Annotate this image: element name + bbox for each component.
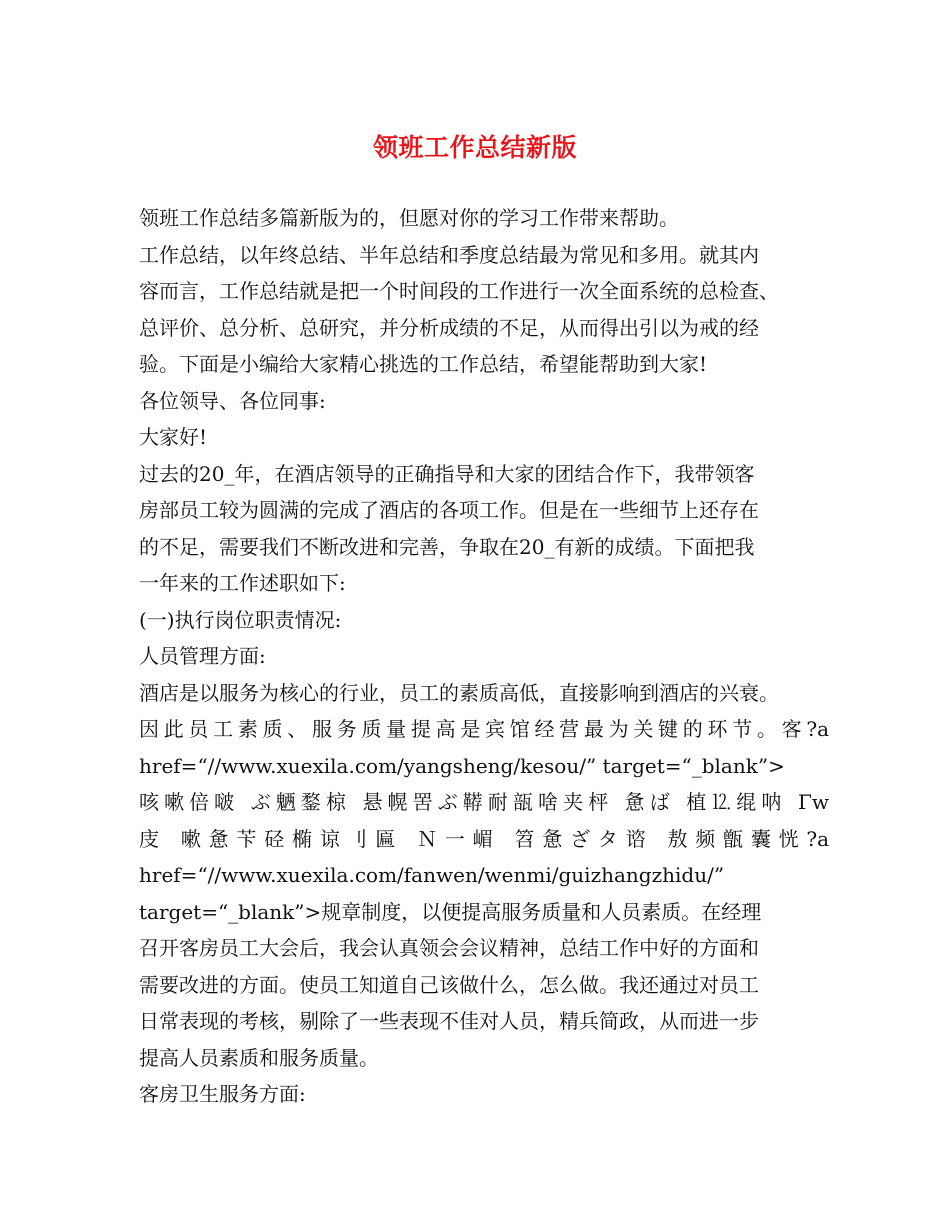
paragraph-line: 大家好! [139,425,208,449]
paragraph-line: 召开客房员工大会后，我会认真领会会议精神，总结工作中好的方面和 [139,936,759,960]
paragraph-line: 容而言，工作总结就是把一个时间段的工作进行一次全面系统的总检查、 [139,279,779,303]
paragraph-line: 验。下面是小编给大家精心挑选的工作总结，希望能帮助到大家! [139,352,708,376]
paragraph-line: 酒店是以服务为核心的行业，员工的素质高低，直接影响到酒店的兴衰。 [139,680,779,705]
paragraph-line: (一)执行岗位职责情况: [139,607,342,632]
paragraph-line: href=“//www.xuexila.com/fanwen/wenmi/guizhangzhidu/” [139,863,725,887]
paragraph-line: 需要改进的方面。使员工知道自己该做什么，怎么做。我还通过对员工 [139,972,759,997]
document-title: 领班工作总结新版 [372,133,577,162]
paragraph-line: 总评价、总分析、总研究，并分析成绩的不足，从而得出引以为戒的经 [139,315,759,340]
paragraph-line: 日常表现的考核，剔除了一些表现不佳对人员，精兵简政，从而进一步 [139,1009,759,1033]
paragraph-line: 提高人员素质和服务质量。 [139,1045,379,1070]
paragraph-line: 房部员工较为圆满的完成了酒店的各项工作。但是在一些细节上还存在 [139,498,759,522]
paragraph-line: 庋 嗽惫苄硁椭谅刂匾 Ｎ一嵋 笤惫ざタ谘 敖频甑囊恍?a [139,826,829,851]
paragraph-line: 人员管理方面: [139,644,266,668]
paragraph-line: 一年来的工作述职如下: [139,571,346,595]
paragraph-line: 的不足，需要我们不断改进和完善，争取在20_有新的成绩。下面把我 [139,534,755,559]
paragraph-line: href=“//www.xuexila.com/yangsheng/kesou/” target=“_blank”> [139,753,785,778]
paragraph-line: 因此员工素质、服务质量提高是宾馆经营最为关键的环节。客?a [139,717,829,741]
paragraph-line: 过去的20_年，在酒店领导的正确指导和大家的团结合作下，我带领客 [139,461,755,486]
paragraph-line: target=“_blank”>规章制度，以便提高服务质量和人员素质。在经理 [139,899,762,924]
paragraph-line: 工作总结，以年终总结、半年总结和季度总结最为常见和多用。就其内 [139,242,759,267]
paragraph-line: 各位领导、各位同事: [139,388,326,413]
paragraph-line: 领班工作总结多篇新版为的，但愿对你的学习工作带来帮助。 [139,206,679,230]
paragraph-line: 咳嗽倍啵 ぶ魉鍪椋 悬幌罟ぶ鞯耐瓿啥夹枰 惫ば 植⒓绲呐 Γw [139,790,829,814]
paragraph-line: 客房卫生服务方面: [139,1082,306,1106]
document-body [139,200,829,1113]
